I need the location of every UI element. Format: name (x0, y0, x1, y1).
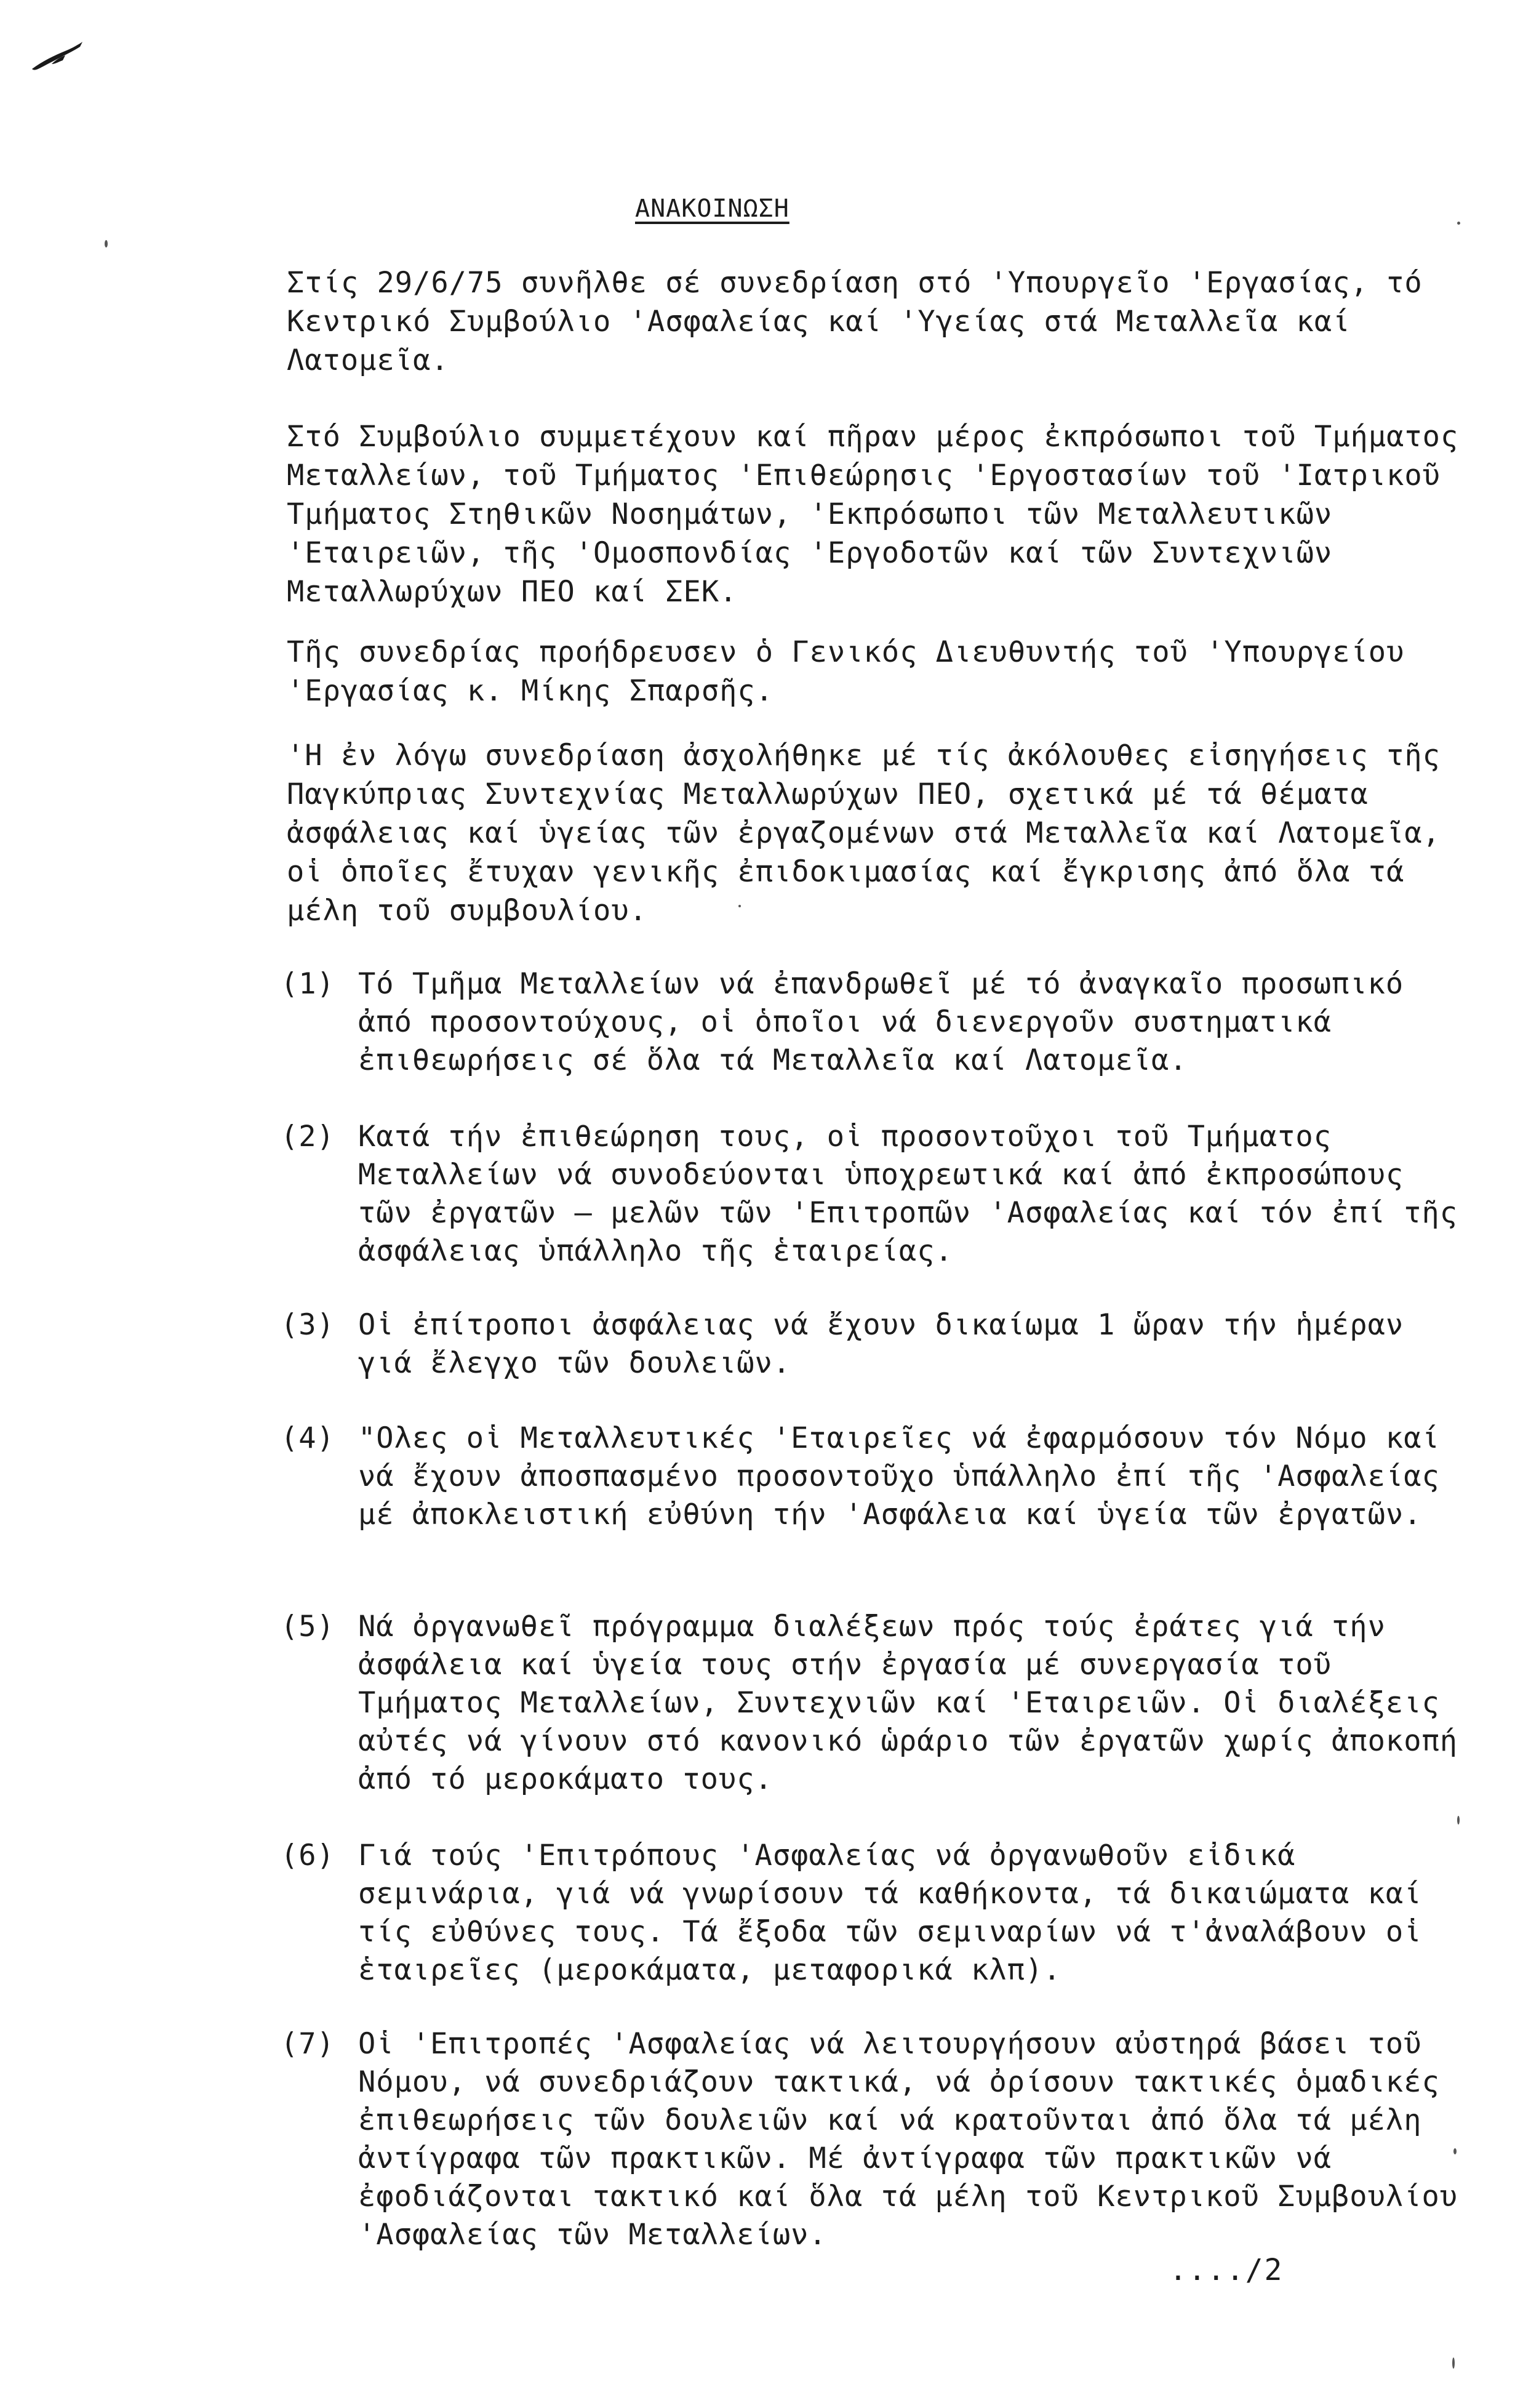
paragraph-text: Τῆς συνεδρίας προήδρευσεν ὁ Γενικός Διευθυντής τοῦ 'Υπουργείου 'Εργασίας κ. Μίκης Σπαρσῆς. (287, 635, 1405, 708)
item-number: (1) (281, 967, 335, 1001)
document-title: ΑΝΑΚΟΙΝΩΣΗ (635, 195, 789, 223)
list-item (281, 1306, 1462, 1383)
list-item (281, 1608, 1462, 1799)
paper-speck (738, 905, 741, 907)
item-number: (4) (281, 1421, 335, 1455)
list-item (281, 965, 1462, 1080)
list-item (281, 1118, 1462, 1270)
item-text: Νά ὀργανωθεῖ πρόγραμμα διαλέξεων πρός τούς ἐράτες γιά τήν ἀσφάλεια καί ὑγεία τους στήν ἐργασία μέ συνεργασία τοῦ Τμήματος Μεταλλείων, Συντεχνιῶν καί 'Εταιρειῶν. Οἱ διαλέξεις αὐτές νά γίνουν στό κανονικό ὡράριο τῶν ἐργατῶν χωρίς ἀποκοπή ἀπό τό μεροκάματο τους. (358, 1610, 1458, 1796)
item-number: (2) (281, 1120, 335, 1154)
item-text: Τό Τμῆμα Μεταλλείων νά ἐπανδρωθεῖ μέ τό ἀναγκαῖο προσωπικό ἀπό προσοντούχους, οἱ ὁποῖοι νά διενεργοῦν συστηματικά ἐπιθεωρήσεις σέ ὅλα τά Μεταλλεῖα καί Λατομεῖα. (358, 967, 1404, 1077)
paragraph-chair (182, 633, 1462, 710)
item-text: Κατά τήν ἐπιθεώρηση τους, οἱ προσοντοῦχοι τοῦ Τμήματος Μεταλλείων νά συνοδεύονται ὑποχρεωτικά καί ἀπό ἐκπροσώπους τῶν ἐργατῶν – μελῶν τῶν 'Επιτροπῶν 'Ασφαλείας καί τόν ἐπί τῆς ἀσφάλειας ὑπάλληλο τῆς ἑταιρείας. (358, 1120, 1458, 1268)
item-text: Οἱ ἐπίτροποι ἀσφάλειας νά ἔχουν δικαίωμα 1 ὥραν τήν ἡμέραν γιά ἔλεγχο τῶν δουλειῶν. (358, 1308, 1404, 1380)
paper-speck (1457, 222, 1460, 225)
page-continuation: ..../2 (1169, 2253, 1284, 2287)
paragraph-text: Στό Συμβούλιο συμμετέχουν καί πῆραν μέρος ἐκπρόσωποι τοῦ Τμήματος Μεταλλείων, τοῦ Τμήματος 'Επιθεώρησις 'Εργοστασίων τοῦ 'Ιατρικοῦ Τμήματος Στηθικῶν Νοσημάτων, 'Εκπρόσωποι τῶν Μεταλλευτικῶν 'Εταιρειῶν, τῆς 'Ομοσπονδίας 'Εργοδοτῶν καί τῶν Συντεχνιῶν Μεταλλωρύχων ΠΕΟ καί ΣΕΚ. (287, 420, 1459, 609)
paragraph-participants (182, 417, 1462, 611)
paper-speck (1452, 2358, 1455, 2369)
paper-speck (1453, 2148, 1457, 2154)
item-text: "Ολες οἱ Μεταλλευτικές 'Εταιρεῖες νά ἐφαρμόσουν τόν Νόμο καί νά ἔχουν ἀποσπασμένο προσοντοῦχο ὑπάλληλο ἐπί τῆς 'Ασφαλείας μέ ἀποκλειστική εὐθύνη τήν 'Ασφάλεια καί ὑγεία τῶν ἐργατῶν. (358, 1421, 1440, 1531)
list-item (281, 1837, 1462, 1989)
list-item (281, 1419, 1462, 1534)
item-number: (7) (281, 2027, 335, 2061)
list-item (281, 2025, 1462, 2254)
paragraph-proposals (182, 736, 1462, 930)
item-number: (6) (281, 1839, 335, 1872)
ink-mark (30, 37, 85, 74)
paragraph-meeting (182, 263, 1462, 380)
paragraph-text: 'Η ἐν λόγω συνεδρίαση ἀσχολήθηκε μέ τίς ἀκόλουθες εἰσηγήσεις τῆς Παγκύπριας Συντεχνίας Μεταλλωρύχων ΠΕΟ, σχετικά μέ τά θέματα ἀσφάλειας καί ὑγείας τῶν ἐργαζομένων στά Μεταλλεῖα καί Λατομεῖα, οἱ ὁποῖες ἔτυχαν γενικῆς ἐπιδοκιμασίας καί ἔγκρισης ἀπό ὅλα τά μέλη τοῦ συμβουλίου. (287, 739, 1441, 928)
item-text: Γιά τούς 'Επιτρόπους 'Ασφαλείας νά ὀργανωθοῦν εἰδικά σεμινάρια, γιά νά γνωρίσουν τά καθήκοντα, τά δικαιώματα καί τίς εὐθύνες τους. Τά ἔξοδα τῶν σεμιναρίων νά τ'ἀναλάβουν οἱ ἑταιρεῖες (μεροκάματα, μεταφορικά κλπ). (358, 1839, 1422, 1987)
paragraph-text: Στίς 29/6/75 συνῆλθε σέ συνεδρίαση στό 'Υπουργεῖο 'Εργασίας, τό Κεντρικό Συμβούλιο 'Ασφαλείας καί 'Υγείας στά Μεταλλεῖα καί Λατομεῖα. (287, 266, 1423, 377)
item-number: (5) (281, 1610, 335, 1643)
paper-speck (105, 240, 108, 247)
paper-speck (1457, 1816, 1460, 1824)
item-number: (3) (281, 1308, 335, 1342)
item-text: Οἱ 'Επιτροπές 'Ασφαλείας νά λειτουργήσουν αὐστηρά βάσει τοῦ Νόμου, νά συνεδριάζουν τακτικά, νά ὀρίσουν τακτικές ὁμαδικές ἐπιθεωρήσεις τῶν δουλειῶν καί νά κρατοῦνται ἀπό ὅλα τά μέλη ἀντίγραφα τῶν πρακτικῶν. Μέ ἀντίγραφα τῶν πρακτικῶν νά ἐφοδιάζονται τακτικό καί ὅλα τά μέλη τοῦ Κεντρικοῦ Συμβουλίου 'Ασφαλείας τῶν Μεταλλείων. (358, 2027, 1458, 2252)
